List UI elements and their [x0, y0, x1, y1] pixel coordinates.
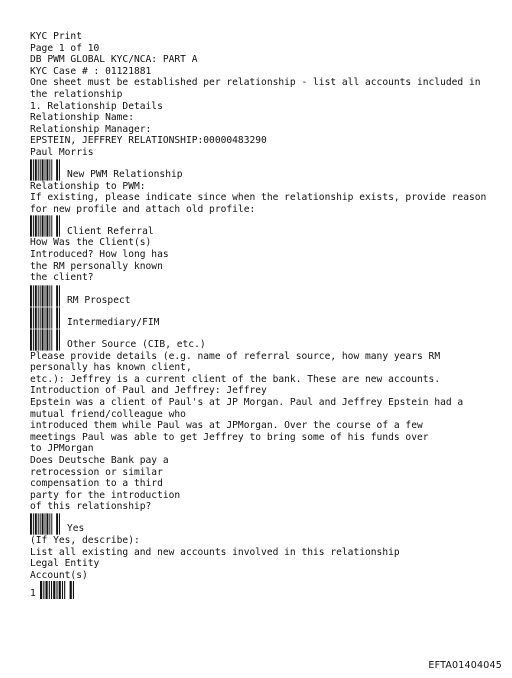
- legal-entity-label: Legal Entity: [30, 558, 100, 570]
- accounts-label: Account(s): [30, 569, 88, 581]
- checkbox-row-new-pwm: [30, 159, 490, 181]
- manager-value: Paul Morris: [30, 146, 94, 158]
- relationship-name-label: Relationship Name:: [30, 112, 134, 124]
- other-source-label: Other Source (CIB, etc.): [67, 339, 206, 351]
- checkbox-row-rm-prospect: [30, 285, 490, 307]
- details-prompt: Please provide details (e.g. name of referral source, how many years RM personally has known client,: [30, 350, 446, 374]
- document-id: EFTA01404045: [428, 660, 502, 671]
- how-introduced-text: How Was the Client(s) Introduced? How long has the RM personally known the client?: [30, 237, 175, 284]
- checkbox-row-client-referral: [30, 215, 490, 237]
- list-accounts-text: List all existing and new accounts involved in this relationship: [30, 546, 400, 558]
- kyc-document: [30, 31, 493, 599]
- account-row-number: 1: [30, 587, 36, 599]
- relationship-value: EPSTEIN, JEFFREY RELATIONSHIP:00000483290: [30, 135, 267, 147]
- doc-title: KYC Print: [30, 31, 82, 42]
- retrocession-question: Does Deutsche Bank pay a retrocession or similar compensation to a third party for the introduction of this relationship?: [30, 455, 186, 513]
- intro-body-1: Epstein was a client of Paul's at JP Morgan. Paul and Jeffrey Epstein had a mutual friend/colleague who: [30, 397, 469, 420]
- section-heading: 1. Relationship Details: [30, 100, 163, 112]
- instruction-text: One sheet must be established per relationship - list all accounts included in the relationship: [30, 77, 487, 100]
- barcode-icon: [40, 581, 74, 599]
- client-referral-label: Client Referral: [67, 225, 154, 237]
- barcode-icon: [30, 329, 60, 351]
- account-row: [30, 581, 490, 599]
- relationship-to-pwm-label: Relationship to PWM:: [30, 180, 146, 192]
- checkbox-row-yes: [30, 513, 490, 535]
- yes-label: Yes: [67, 523, 85, 535]
- intro-body-2: introduced them while Paul was at JPMorgan. Over the course of a few meetings Paul was able to get Jeffrey to bring some of his funds over to JPMorgan: [30, 420, 435, 455]
- form-name: DB PWM GLOBAL KYC/NCA: PART A: [30, 54, 198, 66]
- if-existing-text: If existing, please indicate since when the relationship exists, provide reason for new profile and attach old profile:: [30, 192, 493, 215]
- intermediary-label: Intermediary/FIM: [67, 317, 160, 329]
- if-yes-label: (If Yes, describe):: [30, 535, 140, 546]
- page-number: Page 1 of 10: [30, 42, 100, 54]
- details-answer: etc.): Jeffrey is a current client of the bank. These are new accounts.: [30, 373, 441, 385]
- rm-prospect-label: RM Prospect: [67, 295, 131, 307]
- barcode-icon: [30, 159, 60, 181]
- barcode-icon: [30, 513, 60, 535]
- barcode-icon: [30, 285, 60, 307]
- checkbox-row-other-source: [30, 329, 490, 351]
- barcode-icon: [30, 215, 60, 237]
- relationship-manager-label: Relationship Manager:: [30, 123, 152, 135]
- new-pwm-label: New PWM Relationship: [67, 168, 183, 180]
- case-number: KYC Case # : 01121881: [30, 65, 152, 77]
- barcode-icon: [30, 307, 60, 329]
- intro-heading: Introduction of Paul and Jeffrey: Jeffrey: [30, 385, 267, 397]
- checkbox-row-intermediary: [30, 307, 490, 329]
